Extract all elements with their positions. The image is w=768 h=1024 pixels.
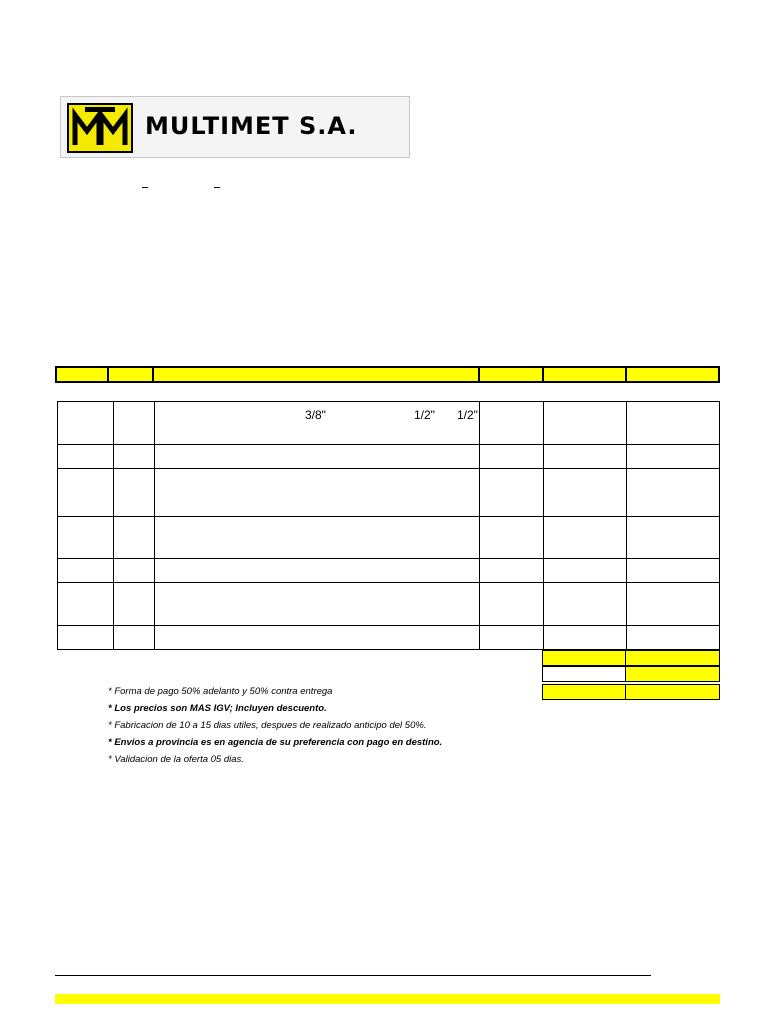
company-name: MULTIMET S.A.	[145, 112, 358, 140]
measure-label: 1/2"	[457, 408, 478, 422]
header-dash	[214, 187, 220, 188]
table-header-bar	[55, 366, 720, 383]
company-logo	[60, 96, 410, 158]
note-payment: * Forma de pago 50% adelanto y 50% contra entrega	[108, 686, 333, 697]
footer-bar	[55, 994, 720, 1004]
measure-label: 3/8"	[305, 408, 326, 422]
signature-line	[55, 975, 651, 976]
total-label-cell	[542, 684, 626, 700]
total-value-cell	[625, 684, 720, 700]
quote-table	[57, 401, 720, 650]
total-value-cell	[625, 666, 720, 682]
note-shipping: * Envios a provincia es en agencia de su preferencia con pago en destino.	[108, 737, 443, 748]
measure-label: 1/2"	[414, 408, 435, 422]
note-fabrication: * Fabricacion de 10 a 15 dias utiles, despues de realizado anticipo del 50%.	[108, 720, 427, 731]
total-label-cell	[542, 650, 626, 666]
logo-mark-icon	[67, 103, 133, 153]
header-dash	[142, 187, 148, 188]
note-prices: * Los precios son MAS IGV; Incluyen descuento.	[108, 703, 327, 714]
total-value-cell	[625, 650, 720, 666]
note-validity: * Validacion de la oferta 05 dias.	[108, 754, 244, 765]
total-label-cell	[542, 666, 626, 682]
